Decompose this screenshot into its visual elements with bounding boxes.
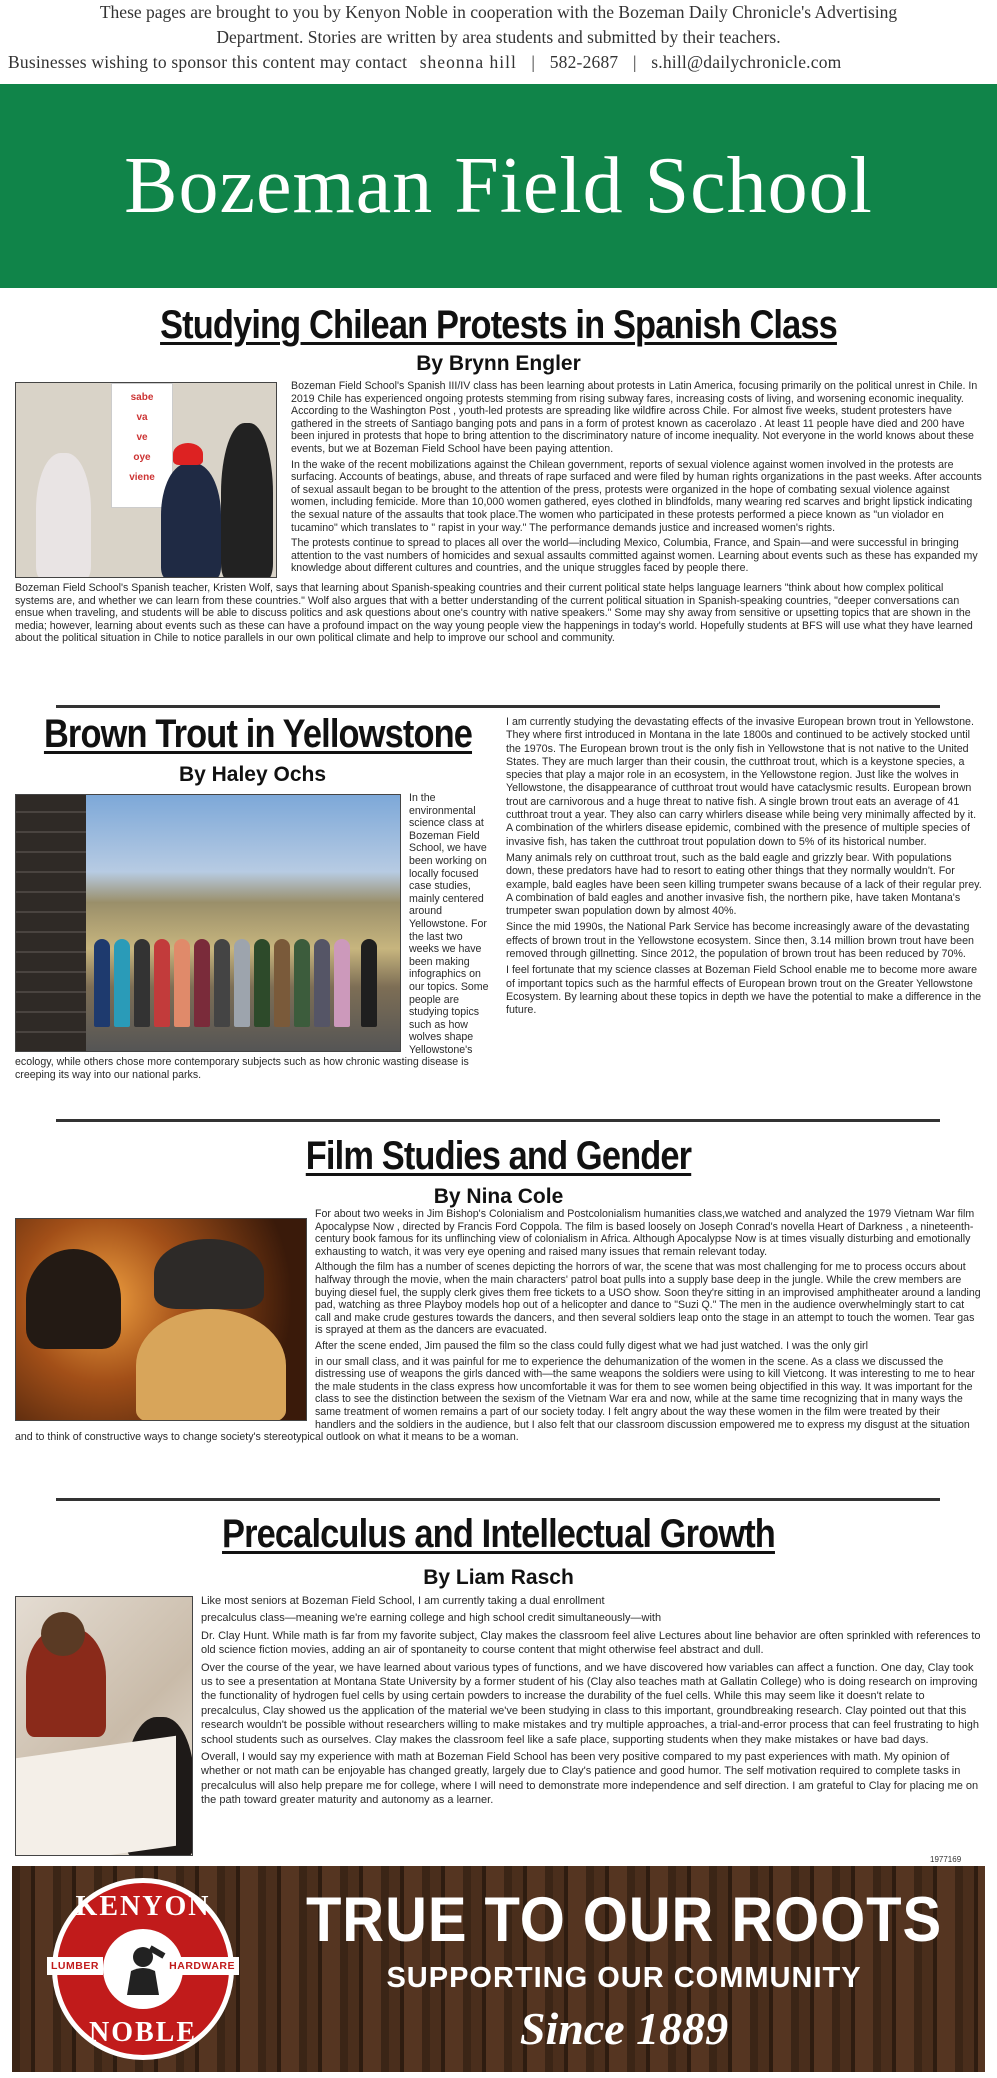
article-paragraph: Over the course of the year, we have learned about various types of functions, and we have discovered how variables can affect a function. One day, Clay took us to see a presentation at Montana State University by a former student of his (Clay also teaches math at Gallatin College) who is doing research on improving the functionality of hydrogen fuel cells by using certain powders to increase the durability of the fuel cells. While this may seem like it doesn't relate to precalculus, Clay showed us the application of the material we've been studying in class to this important, groundbreaking research. Clay pointed out that this research wouldn't be possible without researchers willing to make mistakes and try multiple approaches, a trial-and-error process that can feel frustrating to high school students such as ourselves. Clay makes the classroom feel like a safe place, supporting students when they make mistakes or have bad days.	[201, 1661, 979, 1746]
logo-right-text: HARDWARE	[165, 1957, 239, 1975]
student-figure	[221, 423, 273, 578]
section-divider	[56, 1119, 940, 1122]
article-body-trout-left	[15, 792, 493, 1085]
masthead-title: Bozeman Field School	[124, 141, 873, 230]
ad-id: 1977169	[930, 1855, 962, 1864]
blonde-hair	[136, 1309, 286, 1421]
article-paragraph: Bozeman Field School's Spanish III/IV class has been learning about protests in Latin America, focusing primarily on the political unrest in Chile. In 2019 Chile has experienced ongoing protests stemming from rising subway fares, increasing costs of living, and worsening economic inequality. According to the Washington Post , youth-led protests are spreading like wildfire across Chile. For almost five weeks, student protesters have gathered in the streets of Santiago banging pots and pans in a form of protest known as cacerolazo . At least 11 people have died and 200 have been injured in protests that hope to bring attention to the discriminatory nature of income inequality. Not everyone in the world knows about these events, but we at Bozeman Field School have been paying attention.	[291, 380, 978, 455]
article-paragraph: Many animals rely on cutthroat trout, such as the bald eagle and grizzly bear. With populations down, these predators have had to resort to eating other things that they normally wouldn't. For example, bald eagles have been seen killing trumpeter swans because of a lack of their regular prey. A combination of bald eagles and another invasive fish, the northern pike, have taken Montana's trumpeter swan population down by almost 40%.	[506, 851, 982, 918]
section-divider	[56, 1498, 940, 1501]
desk-papers	[16, 1736, 176, 1856]
sponsor-contact-lead: Businesses wishing to sponsor this content may contact	[8, 52, 408, 72]
masthead	[0, 84, 997, 288]
student-head	[41, 1612, 85, 1656]
article-byline-precalc: By Liam Rasch	[423, 1566, 574, 1589]
article-paragraph: Like most seniors at Bozeman Field School, I am currently taking a dual enrollment	[201, 1595, 605, 1607]
article-byline-film: By Nina Cole	[433, 1185, 564, 1208]
logo-left-text: LUMBER	[47, 1957, 103, 1975]
article-paragraph: I feel fortunate that my science classes at Bozeman Field School enable me to become more aware of important topics such as the harmful effects of European brown trout on the Greater Yellowstone Ecosystem. By learning about these topics in depth we have the potential to make a difference in the future.	[506, 964, 982, 1017]
student-figure	[161, 463, 221, 578]
article-paragraph: Bozeman Field School's Spanish teacher, Kristen Wolf, says that learning about Spanish-speaking countries and their current political state helps language learners "think about how complex political systems are, and whether we can learn from these countries." Wolf also argues that with a better understanding of the current political situation in Spanish-speaking countries, "deeper conversations can ensue when traveling, and students will be able to discuss politics and ask questions about one's country with native speakers." Some may shy away from sensitive or upsetting topics that are shown in the media; however, learning about events such as these can have a profound impact on the way young people view the happenings in today's world. Hopefully students at BFS will use what they have learned about the political situation in Chile to notice parallels in our own political climate and help to improve our school and community.	[15, 582, 973, 645]
sponsor-line-1: These pages are brought to you by Kenyon Noble in cooperation with the Bozeman Daily Chronicle's Advertising	[99, 2, 898, 22]
article-paragraph: For about two weeks in Jim Bishop's Colonialism and Postcolonialism humanities class,we watched and analyzed the 1979 Vietnam War film Apocalypse Now , directed by Francis Ford Coppola. The film is based loosely on Joseph Conrad's novella Heart of Darkness , a nineteenth-century book famous for its unflinching view of colonialism in Africa. Although Apocalypse Now is at times visually disturbing and emotionally exhausting to watch, it was very eye opening and raised many issues that remain relevant today.	[315, 1208, 975, 1258]
kenyon-noble-logo	[52, 1878, 234, 2060]
article-paragraph: Although the film has a number of scenes depicting the horrors of war, the scene that was most challenging for me to process occurs about halfway through the movie, when the main characters' patrol boat pulls into a supply base deep in the jungle. While the crew members are buying diesel fuel, the supply clerk gives them free tickets to a USO show. Soon they're sitting in an improvised amphitheater around a landing pad, watching as three Playboy models hop out of a helicopter and dance to "Suzi Q." The men in the audience overwhelmingly start to cat call and make crude gestures towards the dancers, and then several soldiers leap onto the stage in an attempt to touch the women. Tear gas is sprayed at them as the dancers are evacuated.	[315, 1261, 981, 1337]
article-paragraph: Dr. Clay Hunt. While math is far from my favorite subject, Clay makes the classroom feel alive Lectures about line behavior are often sprinkled with references to old science fiction movies, adding an air of spontaneity to course content that might otherwise feel abstract and dull.	[201, 1629, 981, 1657]
student-figure	[36, 453, 91, 578]
stone-wall	[16, 795, 86, 1051]
divider: |	[531, 52, 536, 72]
kenyon-noble-ad[interactable]	[12, 1866, 985, 2072]
article-paragraph: After the scene ended, Jim paused the film so the class could fully digest what we had just watched. I was the only girl	[315, 1339, 868, 1352]
article-paragraph: I am currently studying the devastating effects of the invasive European brown trout in Yellowstone. They where first introduced in Montana in the late 1800s and continued to be actively stocked until the 1970s. The European brown trout is the only fish in Yellowstone that is not native to the United States. They are much larger than their cousin, the cutthroat trout, which is a keystone species, a species that play a major role in an ecosystem, in the Yellowstone region. Just like the wolves in Yellowstone, the disappearance of cutthroat trout would have cataclysmic results. European brown trout are carnivorous and a huge threat to native fish. A single brown trout eats an average of 41 cutthroat trout a year. They also can carry whirlers disease while being very minimally affected by it. A combination of the whirlers disease epidemic, combined with the presence of multiple species of invasive fish, has taken the cutthroat trout population down to 5% of its historical number.	[506, 716, 977, 848]
article-byline-chile: By Brynn Engler	[416, 352, 581, 375]
article-headline-trout: Brown Trout in Yellowstone	[43, 712, 473, 756]
article-paragraph: Overall, I would say my experience with math at Bozeman Field School has been very positive compared to my past experiences with math. My opinion of whether or not math can be enjoyable has changed greatly, largely due to Clay's patience and good humor. The self motivation required to complete tasks in precalculus will also help prepare me for college, where I will need to demonstrate more independence and self direction. I am grateful to Clay for placing me on the path toward greater maturity and autonomy as a learner.	[201, 1751, 979, 1807]
sponsor-contact-name: sheonna hill	[419, 52, 517, 72]
sponsor-email[interactable]: s.hill@dailychronicle.com	[651, 52, 842, 72]
sponsor-notice	[0, 0, 997, 84]
article-photo-film	[15, 1218, 307, 1421]
section-divider	[56, 705, 940, 708]
article-byline-trout: By Haley Ochs	[178, 763, 327, 786]
sponsor-line-2: Department. Stories are written by area students and submitted by their teachers.	[216, 27, 781, 47]
article-body-chile	[15, 380, 982, 648]
divider: |	[632, 52, 637, 72]
ad-tagline-since: Since 1889	[519, 2003, 729, 2054]
article-photo-chile	[15, 382, 277, 578]
article-body-precalc	[15, 1594, 982, 1860]
sponsor-line-3	[6, 50, 991, 75]
article-photo-precalc	[15, 1596, 193, 1856]
article-headline-chile: Studying Chilean Protests in Spanish Class	[160, 303, 837, 347]
article-paragraph: precalculus class—meaning we're earning college and high school credit simultaneously—with	[201, 1612, 662, 1625]
logo-bottom-text: NOBLE	[88, 2017, 198, 2048]
article-paragraph: In the wake of the recent mobilizations against the Chilean government, reports of sexual violence against women involved in the protests are surfacing. Accounts of beatings, abuse, and threats of rape surfaced and were filed by human rights organizations in the past weeks. After accounts of sexual assault began to be brought to the attention of the press, protests were organized in the hope of combating sexual violence against women, including femicide. More than 10,000 women gathered, eyes clothed in blindfolds, many wearing red scarves and bright lipstick indicating the sexual nature of the assaults that took place.The women who participated in these protests performed a piece known as "un violador en tucamino" which translates to " rapist in your way." The performance demands justice and increased women's rights.	[291, 458, 982, 534]
spanish-poster: sabe va ve oye viene	[111, 383, 173, 508]
article-headline-precalc: Precalculus and Intellectual Growth	[222, 1512, 775, 1556]
ad-tagline-secondary: SUPPORTING OUR COMMUNITY	[386, 1962, 862, 1994]
article-paragraph: In the environmental science class at Bozeman Field School, we have been working on locally focused case studies, mainly centered around Yellowstone. For the last two weeks we have been making infographics on our topics. Some people are studying topics such as how wolves shape Yellowstone's ecology, while others chose more contemporary subjects such as how chronic wasting disease is creeping its way into our national parks.	[15, 792, 489, 1082]
sponsor-phone: 582-2687	[549, 52, 619, 72]
article-paragraph: in our small class, and it was painful for me to experience the dehumanization of the women in the scene. As a class we discussed the distressing use of weapons the girls danced with—the same weapons the soldiers were using to kill Vietcong. It was interesting to me to hear the male students in the class express how uncomfortable it was for them to see women being objectified in this way. It was important for the class to see the distinction between the sexism of the Vietnam War era and now, while at the same time recognizing that in many ways the same treatment of women remains a part of our society today. I felt angry about the way these women in the film were treated by their handlers and the soldiers in the audience, but I also felt that our classroom discussion empowered me to express my disgust at the situation and to think of constructive ways to change society's stereotypical outlook on what it means to be a woman.	[15, 1355, 975, 1444]
article-photo-trout	[15, 794, 401, 1052]
article-headline-film: Film Studies and Gender	[305, 1134, 692, 1178]
article-body-film	[15, 1208, 982, 1447]
ad-tagline-primary: TRUE TO OUR ROOTS	[305, 1885, 943, 1955]
article-paragraph: Since the mid 1990s, the National Park Service has become increasingly aware of the devastating effects of brown trout in the Yellowstone ecosystem. Since then, 3.14 million brown trout have been removed through gillnetting. Since 2012, the population of brown trout has been reduced by 70%.	[506, 921, 974, 961]
logo-top-text: KENYON	[75, 1891, 211, 1922]
article-paragraph: The protests continue to spread to places all over the world—including Mexico, Columbia, France, and Spain—and were successful in bringing attention to the vast numbers of homicides and sexual assaults committed against women. Learning about events such as these has expanded my knowledge about different cultures and countries, and the unique struggles faced by people there.	[291, 537, 978, 575]
article-body-trout-right	[506, 716, 983, 1021]
red-cap	[173, 443, 203, 465]
